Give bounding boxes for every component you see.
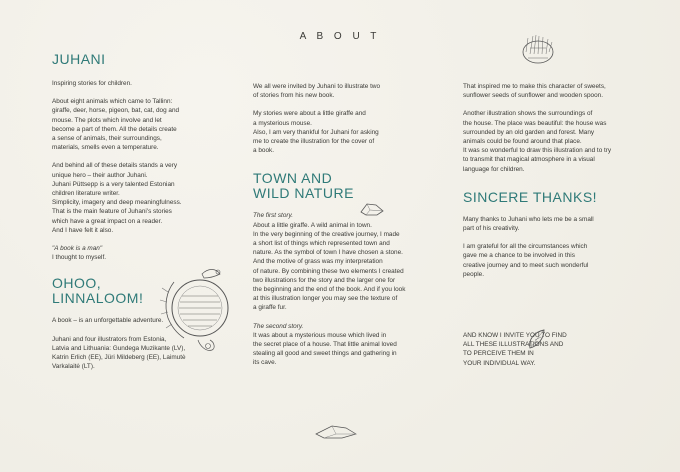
second-story-text: It was about a mysterious mouse which lived in the secret place of a house. That little animal loved stealing all good and sweet things and gathering in its cave. [253, 331, 397, 367]
first-story-text: About a little giraffe. A wild animal in town. In the very beginning of the creative journey, I made a short list of things which represented town and nature. As the symbol of town I have chosen a stone. And the motive of grass was my interpretation of nature. By combining these two elements I created two illustrations for the story and the larger one for the beginning and the end of the book. And if you look at this illustration longer you may see the texture of a giraffe fur. [253, 221, 406, 312]
column-thanks [463, 82, 633, 377]
spoon-sketch-icon [312, 420, 360, 442]
title-juhani: JUHANI [52, 51, 106, 67]
intro-text: Inspiring stories for children. [52, 80, 132, 87]
thanks-text: Many thanks to Juhani who lets me be a small part of his creativity. [463, 215, 594, 233]
adventure-text: A book – is an unforgettable adventure. [52, 317, 164, 325]
surroundings-text: Another illustration shows the surroundings of the house. The place was beautiful: the house was surrounded by an old garden and forest. Many animals could be found around that place. It was so wonderful to draw this illustration and to try to transmit that magical atmosphere in a visual language for children. [463, 110, 612, 173]
mouse-circle-illustration-icon [158, 262, 236, 358]
sweets-text: That inspired me to make this character of sweets, sunflower seeds of sunflower and wooden spoon. [463, 83, 606, 100]
illustrators-text: Juhani and four illustrators from Estonia, Latvia and Lithuania: Gundega Muzikante (LV), Katrin Erlich (EE), Jüri Mildeberg (EE), Laimutė Varkalaitė (LT). [52, 335, 186, 371]
invite-caps-text: AND KNOW I INVITE YOU TO FIND ALL THESE ILLUSTRATIONS AND TO PERCEIVE THEM IN YOUR INDIVIDUAL WAY. [463, 332, 567, 367]
stone-sketch-icon [358, 200, 386, 218]
title-town-and-wild-nature: TOWN AND WILD NATURE [253, 170, 354, 202]
column-town-and-nature [253, 82, 439, 377]
grass-ball-sketch-icon [518, 32, 558, 66]
page-heading: A B O U T [299, 31, 381, 42]
author-text: And behind all of these details stands a very unique hero – their author Juhani. Juhani Püttsepp is a very talented Estonian children literature writer. Simplicity, imagery and deep meaningfulness. That is the main feature of Juhani's stories which have a great impact on a reader. And I have felt it also. [52, 162, 182, 234]
grateful-text: I am grateful for all the circumstances which gave me a chance to be involved in this creative journey and to meet such wonderful people. [463, 243, 589, 278]
quote-note: I thought to myself. [52, 254, 106, 262]
invite-text: We all were invited by Juhani to illustrate two of stories from his new book. [253, 83, 381, 100]
animals-text: About eight animals which came to Tallinn: giraffe, deer, horse, pigeon, bat, cat, dog and mouse. The plots which involve and let become a part of them. All the details create a sense of animals, their surroundings, materials, smells even a temperature. [52, 98, 180, 152]
stories-text: My stories were about a little giraffe and a mysterious mouse. Also, I am very thankful for Juhani for asking me to create the illustration for the cover of a book. [253, 110, 379, 155]
second-story-label: The second story. [253, 322, 304, 330]
title-sincere-thanks: SINCERE THANKS! [463, 188, 598, 205]
first-story-label: The first story. [253, 212, 294, 220]
title-ohoo-linnaloom: OHOO, LINNALOOM! [52, 275, 144, 307]
quote-text: "A book is a man" [52, 245, 103, 253]
sunflower-seed-icon [526, 328, 548, 352]
